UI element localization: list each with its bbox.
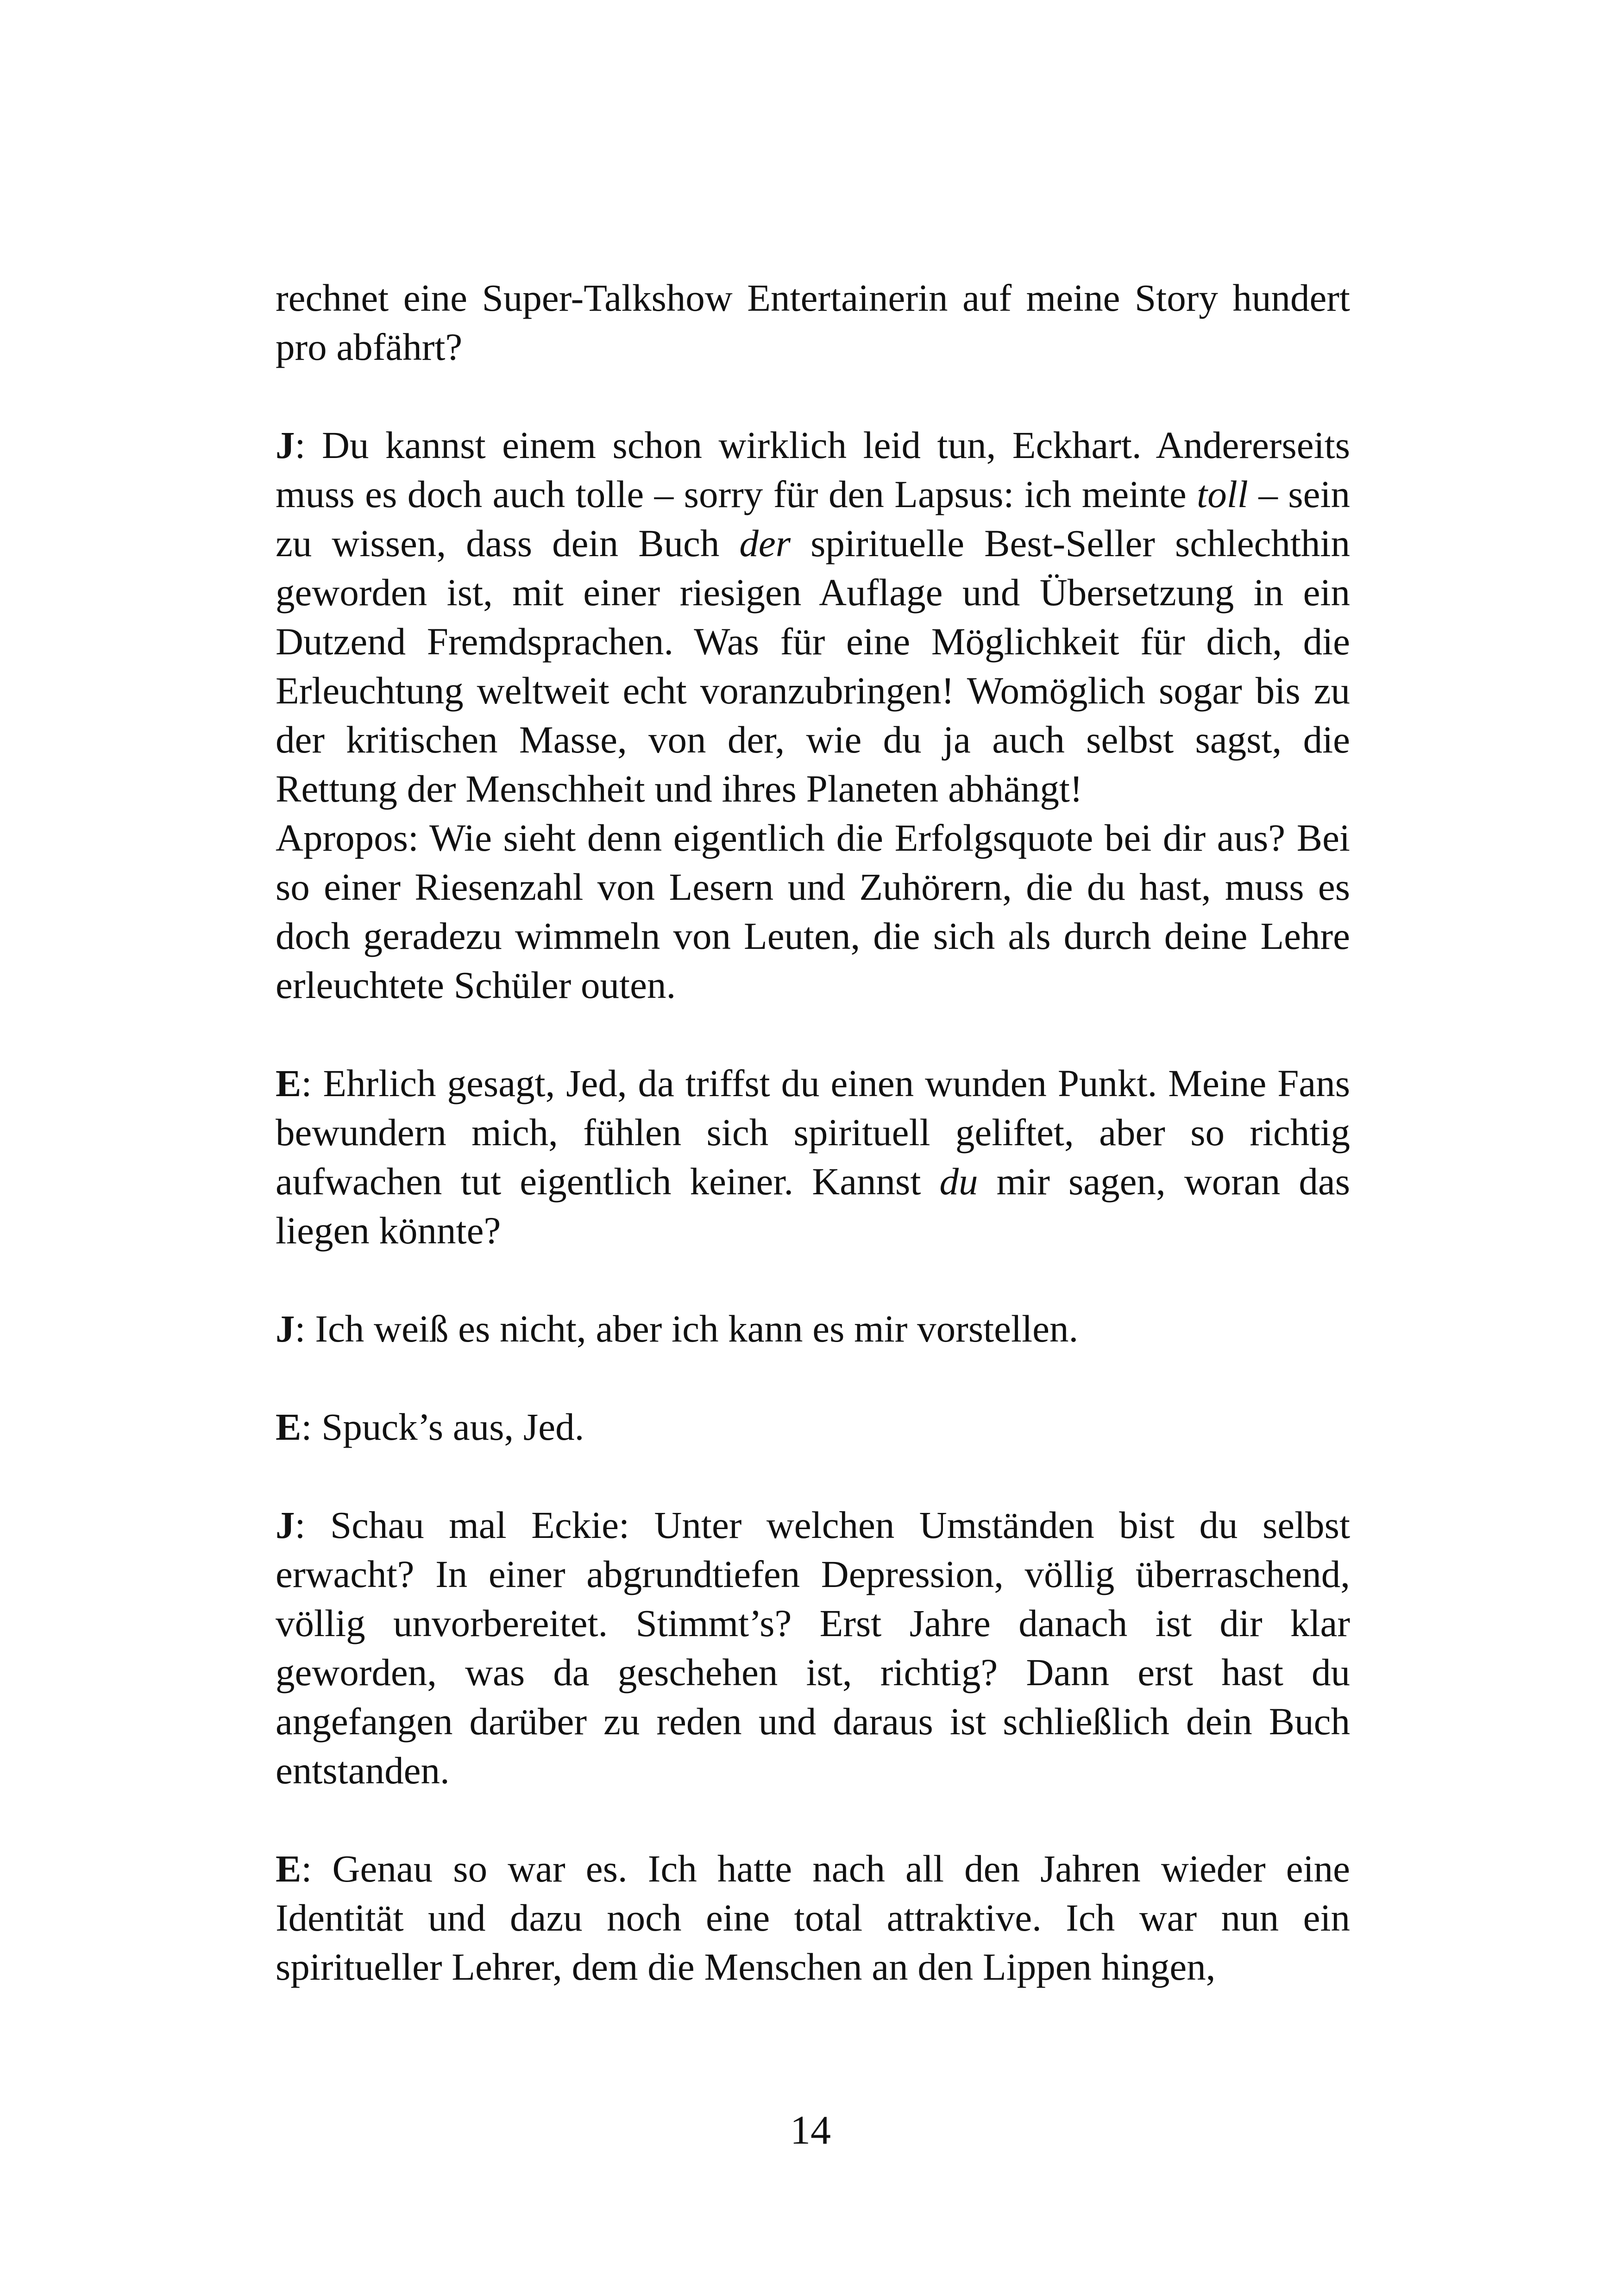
paragraph-text: Apropos: Wie sieht denn eigentlich die Erfolgsquote bei dir aus? Bei so einer Riesenzahl von Lesern und Zuhörern, die du hast, muss es doch geradezu wimmeln von Leuten, die sich als durch deine Lehre erleuchtete Schüler outen. [276,816,1350,1006]
speaker-label: J [276,1504,295,1546]
speaker-label: J [276,1307,295,1350]
speaker-label: E [276,1062,302,1104]
paragraph-spacer [276,1255,1350,1304]
paragraph [276,1500,1350,1795]
speaker-label: J [276,424,295,466]
paragraph-text: mir sagen, woran das liegen könnte? [276,1160,1350,1252]
speaker-label: E [276,1847,302,1890]
paragraph-text: : Ehrlich gesagt, Jed, da triffst du einen wunden Punkt. Meine Fans bewundern mich, fühlen sich spirituell geliftet, aber so richtig aufwachen tut eigentlich keiner. Kannst [276,1062,1350,1203]
paragraph [276,1844,1350,1991]
paragraph [276,1304,1350,1353]
paragraph-text: : Spuck’s aus, Jed. [301,1405,584,1448]
italic-text: du [939,1160,978,1203]
paragraph-text: – sein zu wissen, dass dein Buch [276,473,1351,565]
italic-text: der [739,522,791,565]
italic-text: toll [1197,473,1248,515]
paragraph [276,273,1350,371]
page-number: 14 [790,2108,831,2153]
paragraph-spacer [276,1451,1350,1500]
paragraph-text: : Du kannst einem schon wirklich leid tun, Eckhart. Andererseits muss es doch auch tolle – sorry für den Lapsus: ich meinte [276,424,1350,515]
paragraph-text: : Genau so war es. Ich hatte nach all den Jahren wieder eine Identität und dazu noch eine total attraktive. Ich war nun ein spiritueller Lehrer, dem die Menschen an den Lippen hingen, [276,1847,1350,1988]
paragraph-spacer [276,371,1350,420]
paragraph-text: : Schau mal Eckie: Unter welchen Umständen bist du selbst erwacht? In einer abgrundtiefen Depression, völlig überraschend, völlig unvorbereitet. Stimmt’s? Erst Jahre danach ist dir klar geworden, was da geschehen ist, richtig? Dann erst hast du angefangen darüber zu reden und daraus ist schließlich dein Buch entstanden. [276,1504,1350,1792]
paragraph [276,420,1350,813]
page-body [276,273,1350,1991]
paragraph-spacer [276,1795,1350,1844]
paragraph-text: : Ich weiß es nicht, aber ich kann es mir vorstellen. [295,1307,1079,1350]
paragraph-spacer [276,1353,1350,1402]
paragraph-text: rechnet eine Super-Talkshow Entertainerin auf meine Story hundert pro abfährt? [276,276,1350,368]
speaker-label: E [276,1405,302,1448]
paragraph-spacer [276,1010,1350,1059]
paragraph [276,813,1350,1010]
paragraph-text: spirituelle Best-Seller schlechthin geworden ist, mit einer riesigen Auflage und Übersetzung in ein Dutzend Fremdsprachen. Was für eine Möglichkeit für dich, die Erleuchtung weltweit echt voranzubringen! Womöglich sogar bis zu der kritischen Masse, von der, wie du ja auch selbst sagst, die Rettung der Menschheit und ihres Planeten abhängt! [276,522,1350,810]
paragraph [276,1059,1350,1255]
paragraph [276,1402,1350,1451]
